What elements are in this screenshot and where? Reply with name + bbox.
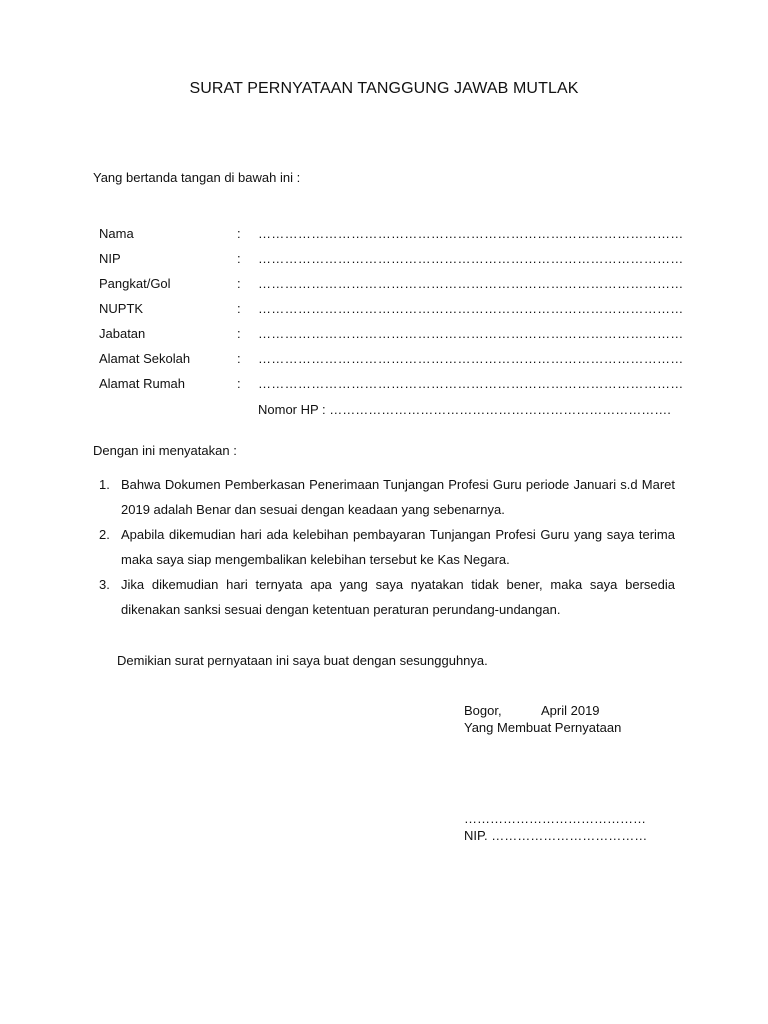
field-blank-line: …………………………………………………………………………………… bbox=[258, 326, 684, 341]
field-blank-line: …………………………………………………………………………………… bbox=[258, 376, 684, 391]
field-blank-line: …………………………………………………………………………………… bbox=[258, 251, 684, 266]
field-blank-line: …………………………………………………………………………………… bbox=[258, 276, 684, 291]
signature-role: Yang Membuat Pernyataan bbox=[464, 720, 622, 735]
signature-nip-line: NIP. ……………………………… bbox=[464, 828, 648, 843]
intro-text: Yang bertanda tangan di bawah ini : bbox=[93, 170, 301, 185]
field-blank-line: …………………………………………………………………………………… bbox=[258, 226, 684, 241]
statement-item bbox=[99, 522, 675, 572]
field-label: Alamat Rumah bbox=[99, 376, 185, 391]
statement-text: Jika dikemudian hari ternyata apa yang saya nyatakan tidak bener, maka saya bersedia dikenakan sanksi sesuai dengan ketentuan peraturan perundang-undangan. bbox=[121, 577, 675, 617]
field-label: Jabatan bbox=[99, 326, 146, 341]
field-colon: : bbox=[237, 301, 241, 316]
closing-statement: Demikian surat pernyataan ini saya buat dengan sesungguhnya. bbox=[117, 653, 488, 668]
statement-number: 1. bbox=[99, 477, 110, 492]
signature-date: April 2019 bbox=[541, 703, 600, 718]
statement-text: Bahwa Dokumen Pemberkasan Penerimaan Tunjangan Profesi Guru periode Januari s.d Maret 2019 adalah Benar dan sesuai dengan keadaan yang sebenarnya. bbox=[121, 477, 675, 517]
field-label: Alamat Sekolah bbox=[99, 351, 191, 366]
field-blank-line: …………………………………………………………………………………… bbox=[258, 351, 684, 366]
field-colon: : bbox=[237, 226, 241, 241]
declaration-heading: Dengan ini menyatakan : bbox=[93, 443, 237, 458]
field-colon: : bbox=[237, 251, 241, 266]
phone-number-line: Nomor HP : ……………………………………………………………………. bbox=[258, 402, 671, 417]
field-colon: : bbox=[237, 376, 241, 391]
field-label: NIP bbox=[99, 251, 121, 266]
signature-name-line: …………………………………… bbox=[464, 811, 646, 826]
document-title: SURAT PERNYATAAN TANGGUNG JAWAB MUTLAK bbox=[189, 80, 579, 97]
statement-number: 2. bbox=[99, 527, 110, 542]
field-colon: : bbox=[237, 351, 241, 366]
statement-text: Apabila dikemudian hari ada kelebihan pembayaran Tunjangan Profesi Guru yang saya terima maka saya siap mengembalikan kelebihan tersebut ke Kas Negara. bbox=[121, 527, 675, 567]
statement-item bbox=[99, 472, 675, 522]
field-label: Pangkat/Gol bbox=[99, 276, 171, 291]
statement-number: 3. bbox=[99, 577, 110, 592]
field-colon: : bbox=[237, 276, 241, 291]
field-colon: : bbox=[237, 326, 241, 341]
signature-place: Bogor, bbox=[464, 703, 502, 718]
field-blank-line: …………………………………………………………………………………… bbox=[258, 301, 684, 316]
statement-item bbox=[99, 572, 675, 622]
field-label: NUPTK bbox=[99, 301, 144, 316]
field-label: Nama bbox=[99, 226, 134, 241]
